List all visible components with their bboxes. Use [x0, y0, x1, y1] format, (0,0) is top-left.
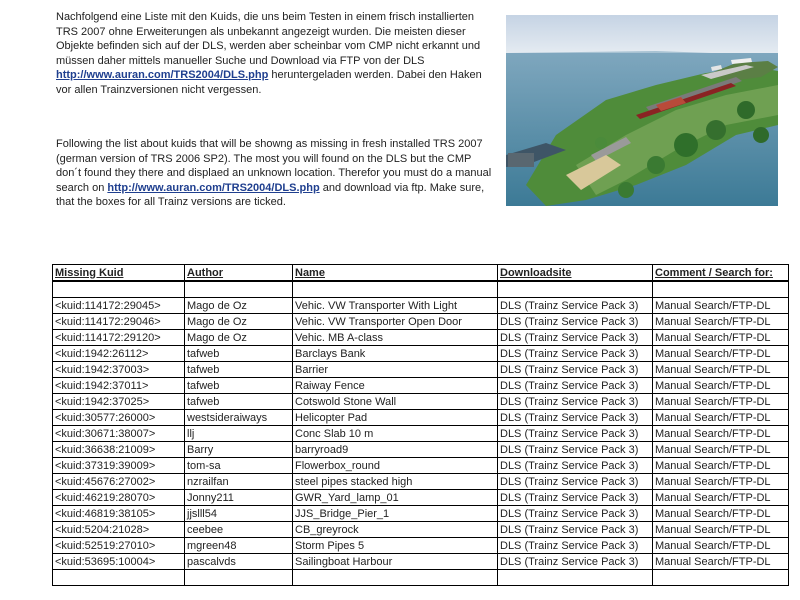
name-cell: Vehic. VW Transporter Open Door: [293, 314, 498, 330]
table-row: [53, 298, 789, 314]
kuid-cell: <kuid:46219:28070>: [53, 490, 185, 506]
table-row: [53, 458, 789, 474]
intro-german-text-end: heruntergeladen werden. Dabei den Haken vor allen Trainzversionen nicht vergessen.: [56, 69, 482, 96]
author-cell: tafweb: [185, 362, 293, 378]
kuid-cell: <kuid:1942:37011>: [53, 378, 185, 394]
downloadsite-cell: DLS (Trainz Service Pack 3): [498, 394, 653, 410]
comment-cell: Manual Search/FTP-DL: [653, 442, 789, 458]
downloadsite-cell: DLS (Trainz Service Pack 3): [498, 490, 653, 506]
header-comment: Comment / Search for:: [653, 265, 789, 282]
author-cell: tafweb: [185, 346, 293, 362]
author-cell: nzrailfan: [185, 474, 293, 490]
comment-cell: Manual Search/FTP-DL: [653, 474, 789, 490]
table-header-row: [53, 265, 789, 282]
author-cell: Mago de Oz: [185, 330, 293, 346]
name-cell: Sailingboat Harbour: [293, 554, 498, 570]
comment-cell: Manual Search/FTP-DL: [653, 298, 789, 314]
kuid-cell: <kuid:114172:29045>: [53, 298, 185, 314]
intro-english: [56, 137, 492, 210]
comment-cell: Manual Search/FTP-DL: [653, 362, 789, 378]
author-cell: jjslll54: [185, 506, 293, 522]
downloadsite-cell: DLS (Trainz Service Pack 3): [498, 298, 653, 314]
comment-cell: Manual Search/FTP-DL: [653, 426, 789, 442]
dls-link-german[interactable]: http://www.auran.com/TRS2004/DLS.php: [56, 69, 269, 82]
table-row: [53, 474, 789, 490]
comment-cell: Manual Search/FTP-DL: [653, 506, 789, 522]
kuid-cell: <kuid:1942:37025>: [53, 394, 185, 410]
kuid-cell: <kuid:30577:26000>: [53, 410, 185, 426]
kuid-cell: <kuid:52519:27010>: [53, 538, 185, 554]
downloadsite-cell: DLS (Trainz Service Pack 3): [498, 346, 653, 362]
header-missing-kuid: Missing Kuid: [53, 265, 185, 282]
table-row: [53, 426, 789, 442]
name-cell: Vehic. MB A-class: [293, 330, 498, 346]
downloadsite-cell: DLS (Trainz Service Pack 3): [498, 474, 653, 490]
table-row-empty: [53, 570, 789, 586]
name-cell: Conc Slab 10 m: [293, 426, 498, 442]
downloadsite-cell: DLS (Trainz Service Pack 3): [498, 330, 653, 346]
comment-cell: Manual Search/FTP-DL: [653, 458, 789, 474]
name-cell: barryroad9: [293, 442, 498, 458]
name-cell: Raiway Fence: [293, 378, 498, 394]
comment-cell: Manual Search/FTP-DL: [653, 394, 789, 410]
name-cell: Storm Pipes 5: [293, 538, 498, 554]
author-cell: llj: [185, 426, 293, 442]
table-row-empty: [53, 281, 789, 298]
missing-kuids-table: [52, 264, 789, 586]
downloadsite-cell: DLS (Trainz Service Pack 3): [498, 554, 653, 570]
kuid-cell: <kuid:30671:38007>: [53, 426, 185, 442]
table-row: [53, 506, 789, 522]
author-cell: pascalvds: [185, 554, 293, 570]
downloadsite-cell: DLS (Trainz Service Pack 3): [498, 378, 653, 394]
kuid-cell: <kuid:45676:27002>: [53, 474, 185, 490]
intro-english-text-end: and download via ftp. Make sure, that the boxes for all Trainz versions are ticked.: [56, 181, 485, 209]
downloadsite-cell: DLS (Trainz Service Pack 3): [498, 442, 653, 458]
header-author: Author: [185, 265, 293, 282]
comment-cell: Manual Search/FTP-DL: [653, 410, 789, 426]
author-cell: Mago de Oz: [185, 314, 293, 330]
comment-cell: Manual Search/FTP-DL: [653, 346, 789, 362]
author-cell: tafweb: [185, 378, 293, 394]
comment-cell: Manual Search/FTP-DL: [653, 314, 789, 330]
table-row: [53, 554, 789, 570]
author-cell: tom-sa: [185, 458, 293, 474]
table-row: [53, 490, 789, 506]
table-row: [53, 538, 789, 554]
author-cell: Mago de Oz: [185, 298, 293, 314]
downloadsite-cell: DLS (Trainz Service Pack 3): [498, 522, 653, 538]
table-row: [53, 314, 789, 330]
author-cell: ceebee: [185, 522, 293, 538]
table-row: [53, 346, 789, 362]
downloadsite-cell: DLS (Trainz Service Pack 3): [498, 426, 653, 442]
downloadsite-cell: DLS (Trainz Service Pack 3): [498, 410, 653, 426]
comment-cell: Manual Search/FTP-DL: [653, 490, 789, 506]
header-downloadsite: Downloadsite: [498, 265, 653, 282]
downloadsite-cell: DLS (Trainz Service Pack 3): [498, 538, 653, 554]
kuid-cell: <kuid:36638:21009>: [53, 442, 185, 458]
table-row: [53, 442, 789, 458]
kuid-cell: <kuid:1942:37003>: [53, 362, 185, 378]
kuid-cell: <kuid:37319:39009>: [53, 458, 185, 474]
name-cell: Flowerbox_round: [293, 458, 498, 474]
name-cell: CB_greyrock: [293, 522, 498, 538]
author-cell: Jonny211: [185, 490, 293, 506]
intro-german: [56, 10, 492, 98]
intro-german-text: Nachfolgend eine Liste mit den Kuids, die uns beim Testen in einem frisch installierten TRS 2007 ohne Erweiterungen als unbekannt angezeigt wurden. Die meisten dieser Objekte befinden sich auf der DLS, werden aber scheinbar vom CMP nicht erkannt und müssen daher mittels manueller Suche und Download via FTP von der DLS: [56, 11, 481, 67]
kuid-cell: <kuid:5204:21028>: [53, 522, 185, 538]
kuid-cell: <kuid:53695:10004>: [53, 554, 185, 570]
comment-cell: Manual Search/FTP-DL: [653, 330, 789, 346]
downloadsite-cell: DLS (Trainz Service Pack 3): [498, 362, 653, 378]
comment-cell: Manual Search/FTP-DL: [653, 538, 789, 554]
table-row: [53, 378, 789, 394]
name-cell: Helicopter Pad: [293, 410, 498, 426]
author-cell: westsideraiways: [185, 410, 293, 426]
comment-cell: Manual Search/FTP-DL: [653, 378, 789, 394]
downloadsite-cell: DLS (Trainz Service Pack 3): [498, 314, 653, 330]
downloadsite-cell: DLS (Trainz Service Pack 3): [498, 506, 653, 522]
name-cell: Cotswold Stone Wall: [293, 394, 498, 410]
kuid-cell: <kuid:46819:38105>: [53, 506, 185, 522]
table-row: [53, 330, 789, 346]
intro-english-text: Following the list about kuids that will be showng as missing in fresh installed TRS 2007 (german version of TRS 2006 SP2). The most you will found on the DLS but the CMP don´t found they there and displaed an unknown location. Therefor you must do a manual search on: [56, 138, 492, 194]
author-cell: mgreen48: [185, 538, 293, 554]
trainz-scene-image: [506, 15, 778, 206]
kuid-cell: <kuid:114172:29120>: [53, 330, 185, 346]
name-cell: steel pipes stacked high: [293, 474, 498, 490]
dls-link-english[interactable]: http://www.auran.com/TRS2004/DLS.php: [107, 181, 320, 194]
header-name: Name: [293, 265, 498, 282]
table-row: [53, 410, 789, 426]
kuid-cell: <kuid:1942:26112>: [53, 346, 185, 362]
name-cell: Barrier: [293, 362, 498, 378]
name-cell: GWR_Yard_lamp_01: [293, 490, 498, 506]
table-row: [53, 522, 789, 538]
table-row: [53, 394, 789, 410]
name-cell: Vehic. VW Transporter With Light: [293, 298, 498, 314]
table-row: [53, 362, 789, 378]
name-cell: JJS_Bridge_Pier_1: [293, 506, 498, 522]
author-cell: tafweb: [185, 394, 293, 410]
comment-cell: Manual Search/FTP-DL: [653, 554, 789, 570]
downloadsite-cell: DLS (Trainz Service Pack 3): [498, 458, 653, 474]
kuid-cell: <kuid:114172:29046>: [53, 314, 185, 330]
author-cell: Barry: [185, 442, 293, 458]
name-cell: Barclays Bank: [293, 346, 498, 362]
comment-cell: Manual Search/FTP-DL: [653, 522, 789, 538]
